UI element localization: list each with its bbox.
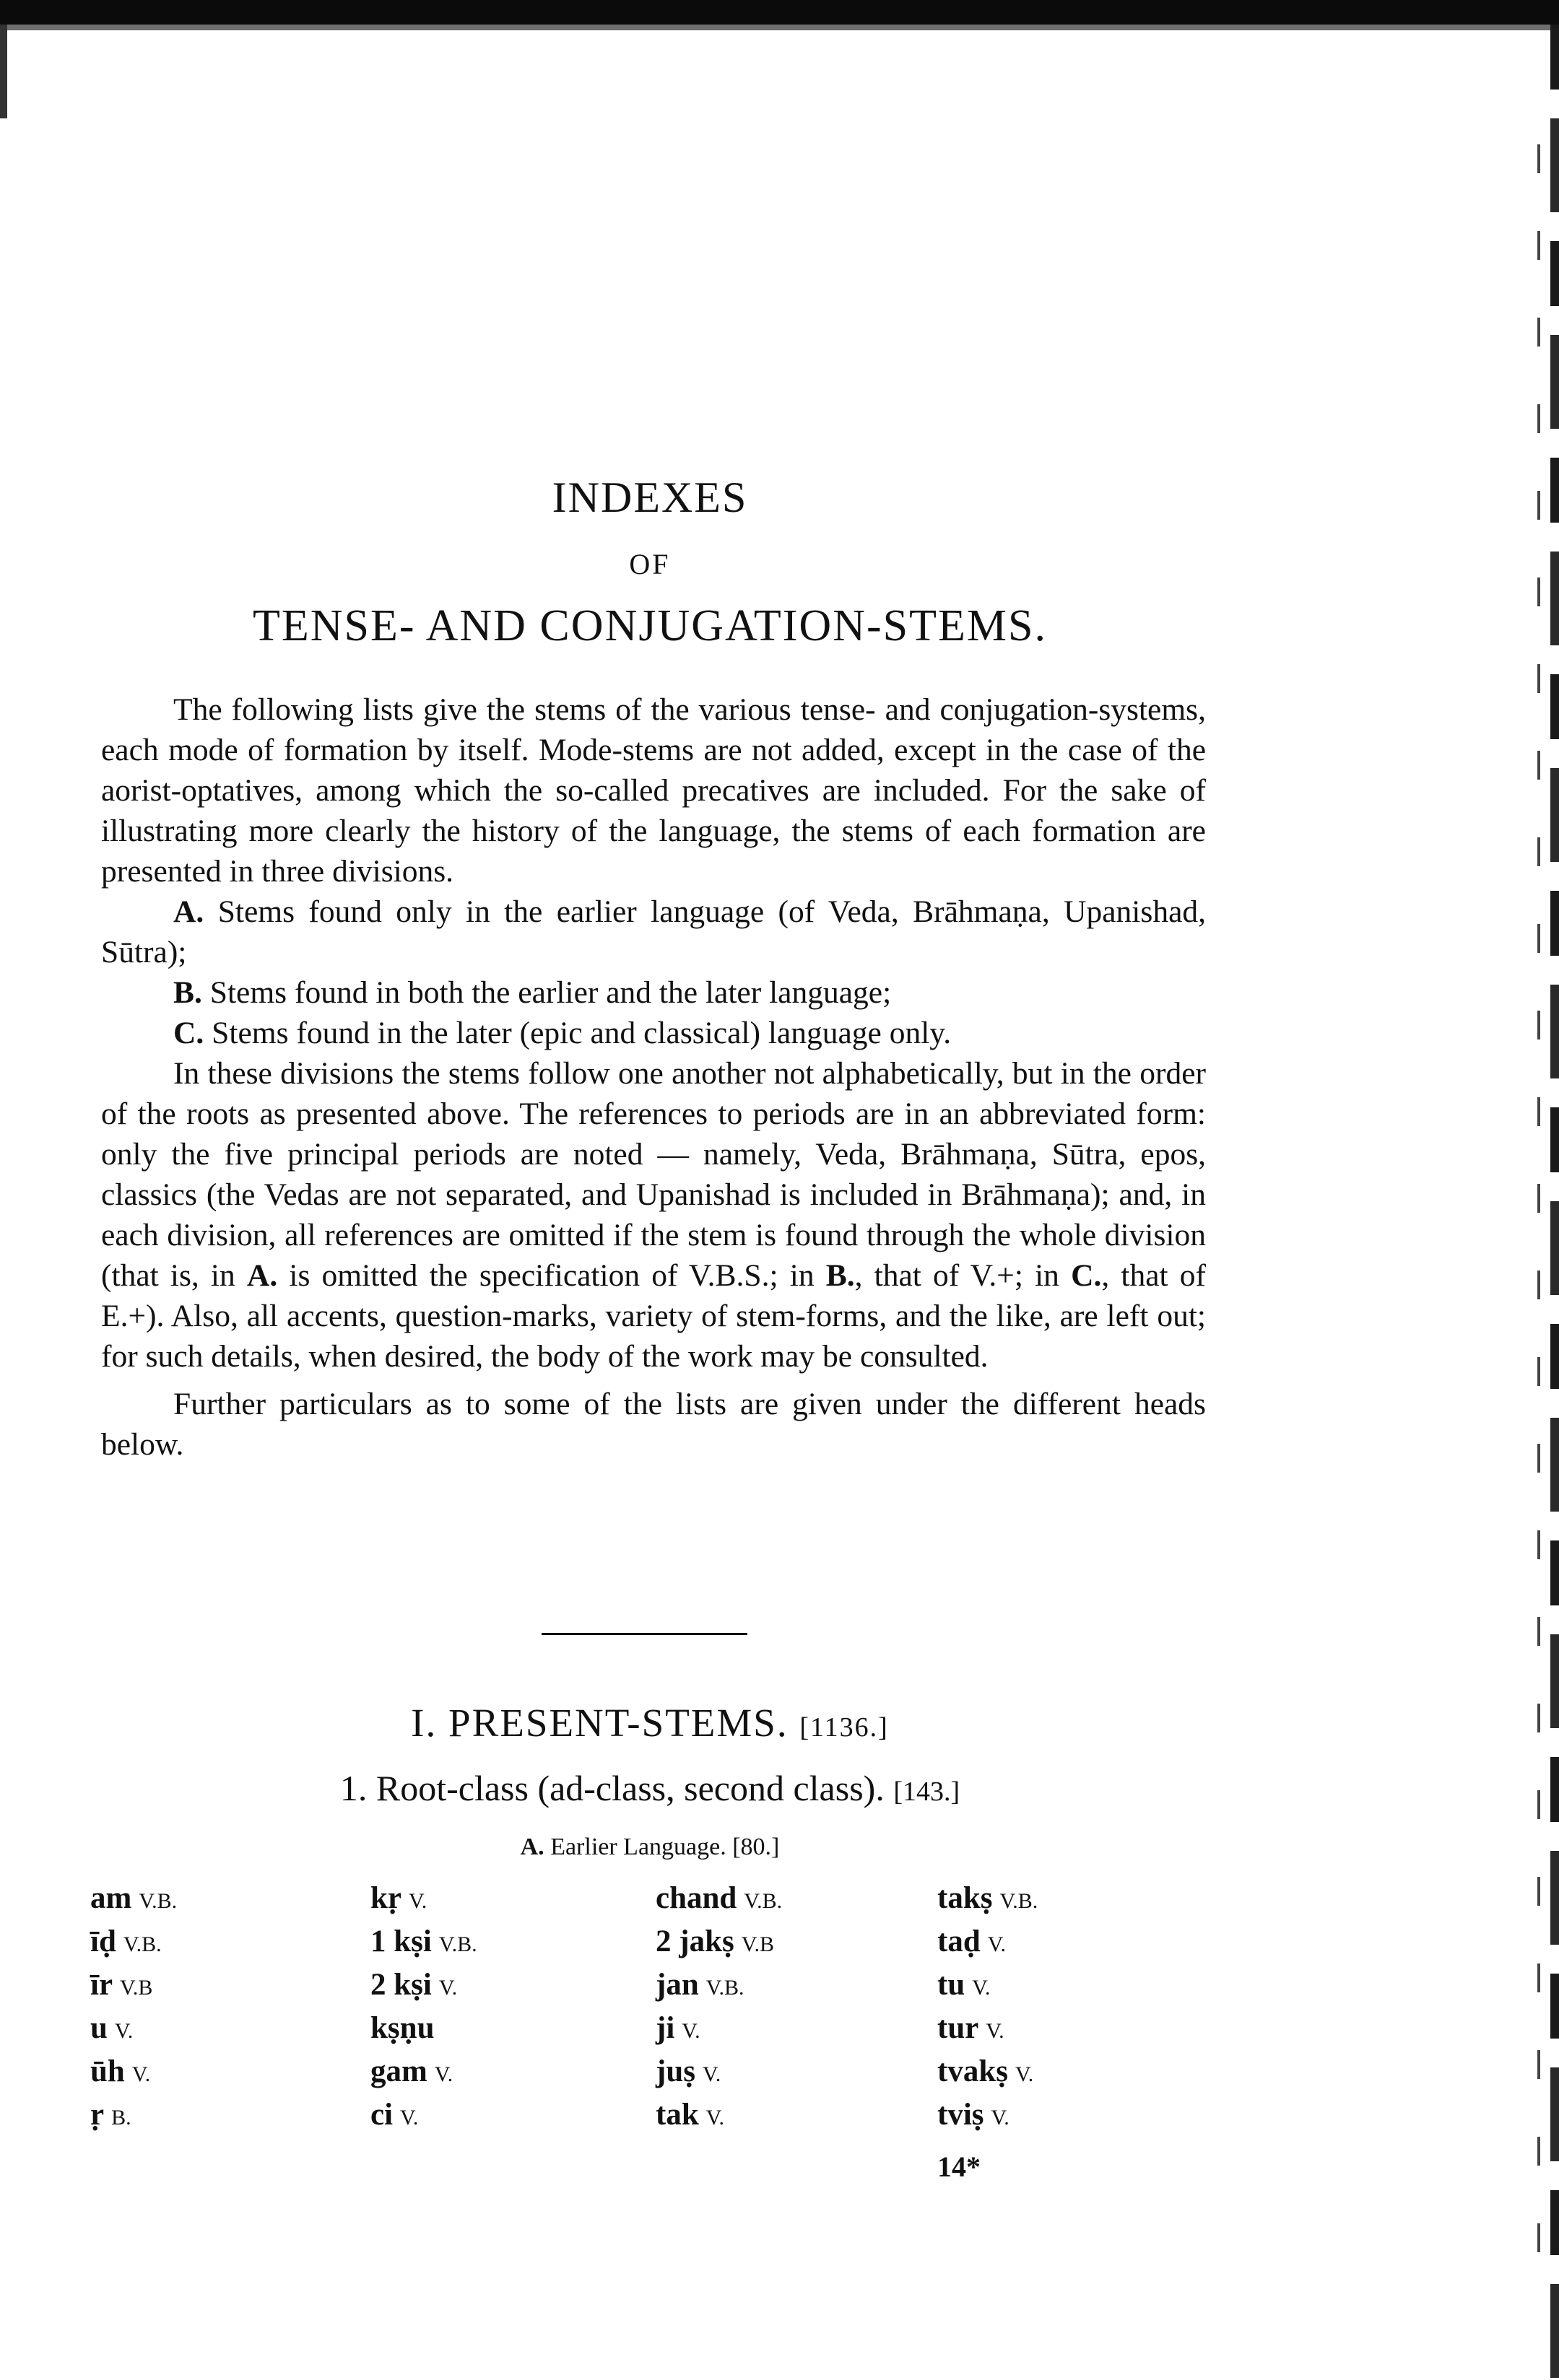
stem-entry — [90, 2095, 350, 2138]
subsection-reference: [143.] — [893, 1777, 960, 1807]
stem-root: jan — [656, 1968, 699, 2002]
stem-root: u — [90, 2011, 108, 2045]
references-paragraph — [101, 1053, 1206, 1377]
stem-column-4 — [937, 1878, 1197, 2138]
stem-root: gam — [370, 2054, 427, 2088]
division-a-letter: A. — [173, 894, 204, 929]
stem-period: V. — [438, 1976, 458, 2000]
stem-entry — [937, 2095, 1197, 2138]
references-text-1: In these divisions the stems follow one another not alphabetically, but in the order of the roots as presented above. The references to periods are in an abbreviated form: only the five principal periods are noted — namely, Veda, Brāhmaṇa, Sūtra, epos, classics (the Vedas are not separated, and Upanishad is included in Brāhmaṇa); and, in each division, all references are omitted if the stem is found through the whole division (that is, in — [101, 1056, 1206, 1293]
stem-entry — [370, 1878, 630, 1922]
stem-root: tak — [656, 2098, 699, 2132]
stem-root: am — [90, 1881, 132, 1915]
division-heading — [101, 1834, 1199, 1861]
division-a-text: Stems found only in the earlier language (of Veda, Brāhmaṇa, Upanishad, Sūtra); — [101, 894, 1207, 969]
stem-column-3 — [656, 1878, 916, 2138]
stem-entry — [656, 2095, 916, 2138]
stem-root: juṣ — [656, 2054, 695, 2088]
stem-entry — [370, 2052, 630, 2095]
division-a-description — [101, 892, 1206, 972]
stem-entry — [370, 1965, 630, 2008]
subsection-title: 1. Root-class (ad-class, second class). — [339, 1768, 885, 1808]
subsection-heading — [101, 1767, 1199, 1809]
stem-root: tu — [937, 1968, 965, 2002]
stem-period: V. — [682, 2019, 700, 2043]
stem-entry — [656, 1878, 916, 1922]
stem-root: ci — [370, 2098, 394, 2132]
stem-entry — [370, 2008, 630, 2052]
division-c-letter: C. — [173, 1016, 204, 1050]
stem-root: ṛ — [90, 2098, 105, 2132]
section-title: I. PRESENT-STEMS. — [411, 1701, 789, 1745]
references-letter-c: C. — [1071, 1258, 1102, 1293]
stem-entry — [937, 1965, 1197, 2008]
section-divider — [542, 1633, 747, 1635]
division-label: Earlier Language. — [550, 1834, 726, 1860]
stem-period: V.B. — [705, 1976, 744, 2000]
stem-root: chand — [656, 1881, 737, 1915]
stem-period: V. — [1015, 2062, 1034, 2086]
stem-period: V. — [409, 1889, 427, 1913]
stem-root: 1 kṣi — [370, 1925, 432, 1958]
division-c-text: Stems found in the later (epic and classical) language only. — [212, 1016, 952, 1050]
page-title: INDEXES — [552, 474, 748, 521]
stem-entry — [370, 2095, 630, 2138]
introduction — [101, 689, 1206, 1465]
stem-period: V. — [702, 2062, 721, 2086]
division-b-letter: B. — [173, 975, 202, 1010]
page-title-of: OF — [629, 548, 671, 580]
division-b-description — [101, 972, 1206, 1013]
stem-entry — [656, 2008, 916, 2052]
stem-entry — [90, 2008, 350, 2052]
division-c-description — [101, 1013, 1206, 1053]
intro-paragraph: The following lists give the stems of the various tense- and conjugation-systems, each mode of formation by itself. Mode-stems are not added, except in the case of the aorist-optatives, among which the so-called precatives are included. For the sake of illustrating more clearly the history of the language, the stems of each formation are presented in three divisions. — [101, 692, 1206, 889]
stem-entry — [90, 1965, 350, 2008]
stem-entry — [937, 2052, 1197, 2095]
stem-period: V.B. — [139, 1889, 178, 1913]
stem-root: 2 jakṣ — [656, 1925, 734, 1958]
stem-period: V.B. — [123, 1932, 162, 1956]
stem-entry — [656, 1965, 916, 2008]
stem-root: īr — [90, 1968, 113, 2002]
stem-period: V.B — [120, 1976, 153, 2000]
stem-period: B. — [111, 2106, 131, 2130]
stem-root: ji — [656, 2011, 675, 2045]
stem-column-1 — [90, 1878, 350, 2138]
stem-entry — [370, 1922, 630, 1965]
stem-column-2 — [370, 1878, 630, 2138]
references-text-4: , that of E.+). Also, all accents, question-marks, variety of stem-forms, and the like, are left out; for such details, when desired, the body of the work may be consulted. — [101, 1258, 1207, 1374]
references-letter-b: B. — [825, 1258, 855, 1293]
stem-period: V. — [400, 2106, 419, 2130]
stem-entry — [656, 2052, 916, 2095]
particulars-paragraph: Further particulars as to some of the lists are given under the different heads below. — [101, 1387, 1206, 1462]
stem-root: tur — [937, 2011, 979, 2045]
stem-root: kṣṇu — [370, 2011, 435, 2045]
section-reference: [1136.] — [799, 1712, 889, 1743]
stem-period: V. — [705, 2106, 725, 2130]
references-text-2: is omitted the specification of V.B.S.; in — [289, 1258, 815, 1293]
stem-root: kṛ — [370, 1881, 401, 1915]
division-reference: [80.] — [732, 1834, 780, 1860]
stem-period: V.B. — [438, 1932, 477, 1956]
stem-root: īḍ — [90, 1925, 116, 1958]
division-b-text: Stems found in both the earlier and the later language; — [209, 975, 892, 1010]
stem-root: tvakṣ — [937, 2054, 1008, 2088]
stem-period: V. — [986, 2019, 1004, 2043]
stem-entry — [90, 2052, 350, 2095]
stem-period: V. — [434, 2062, 453, 2086]
stem-entry — [90, 1922, 350, 1965]
stem-entry — [656, 1922, 916, 1965]
references-letter-a: A. — [246, 1258, 278, 1293]
stem-period: V.B. — [744, 1889, 783, 1913]
references-text-3: , that of V.+; in — [854, 1258, 1059, 1293]
stem-period: V. — [114, 2019, 134, 2043]
stem-entry — [937, 1922, 1197, 1965]
stem-root: taḍ — [937, 1925, 981, 1958]
stem-root: 2 kṣi — [370, 1968, 432, 2002]
section-heading — [101, 1700, 1199, 1745]
signature-mark: 14* — [937, 2150, 981, 2183]
stem-period: V. — [987, 1932, 1007, 1956]
division-letter: A. — [520, 1834, 544, 1860]
stem-root: ūh — [90, 2054, 125, 2088]
stem-period: V. — [131, 2062, 151, 2086]
stem-period: V.B — [741, 1932, 775, 1956]
stem-entry — [937, 2008, 1197, 2052]
stem-root: takṣ — [937, 1881, 993, 1915]
page-subtitle: TENSE- AND CONJUGATION-STEMS. — [253, 601, 1047, 650]
stem-period: V. — [991, 2106, 1009, 2130]
stem-period: V. — [972, 1976, 991, 2000]
stem-period: V.B. — [999, 1889, 1038, 1913]
stem-entry — [90, 1878, 350, 1922]
stem-root: tviṣ — [937, 2098, 984, 2132]
stem-entry — [937, 1878, 1197, 1922]
